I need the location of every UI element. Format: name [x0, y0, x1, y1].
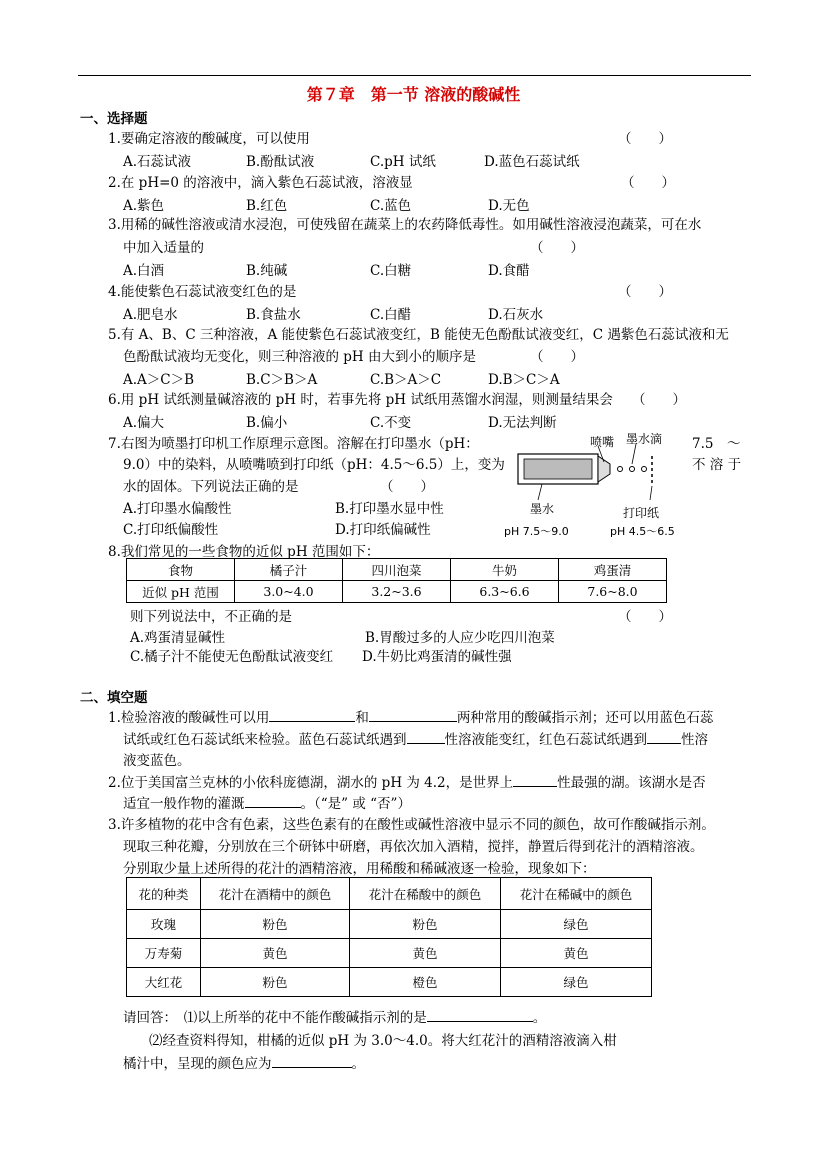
- table-header-cell: 花汁在稀酸中的颜色: [350, 878, 501, 910]
- table-cell: 3.0~4.0: [235, 581, 343, 603]
- question-5-stem: 5.有 A、B、C 三种溶液，A 能使紫色石蕊试液变红，B 能使无色酚酞试液变红，C 遇紫色石蕊试液和无: [108, 327, 729, 343]
- question-5-stem-cont: 色酚酞试液均无变化，则三种溶液的 pH 由大到小的顺序是: [123, 349, 476, 365]
- option-a: A.打印墨水偏酸性: [123, 501, 232, 517]
- option-c: C.白醋: [370, 307, 412, 323]
- question-7-stem-cont: 9.0）中的染料，从喷嘴喷到打印纸（pH：4.5～6.5）上，变为: [123, 457, 505, 473]
- option-d: D.食醋: [488, 263, 530, 279]
- table-cell: 绿色: [501, 910, 652, 939]
- nozzle: [598, 456, 610, 482]
- option-a: A.鸡蛋清显碱性: [130, 630, 226, 646]
- ink-reservoir: [524, 459, 592, 479]
- table-header-cell: 橘子汁: [235, 559, 343, 581]
- table-cell: 绿色: [501, 968, 652, 997]
- option-b: B.红色: [246, 198, 288, 214]
- option-c: C.蓝色: [370, 198, 412, 214]
- option-a: A.偏大: [123, 415, 165, 431]
- fill-3-text: 。: [351, 1056, 365, 1072]
- nozzle-label: 喷嘴: [590, 435, 615, 449]
- header-rule: [78, 75, 751, 76]
- answer-paren: （ ）: [530, 240, 584, 256]
- answer-blank[interactable]: [647, 729, 681, 744]
- table-cell: 粉色: [350, 910, 501, 939]
- fill-3-line-2: 现取三种花瓣，分别放在三个研钵中研磨，再依次加入酒精，搅拌，静置后得到花汁的酒精溶液。: [123, 839, 704, 855]
- fill-1-line-1: [108, 706, 713, 726]
- fill-1-text: 性溶: [681, 732, 708, 748]
- table-cell: 近似 pH 范围: [127, 581, 235, 603]
- table-header-cell: 花汁在酒精中的颜色: [201, 878, 350, 910]
- fill-2-text: 性最强的湖。该湖水是否: [557, 775, 706, 791]
- answer-blank[interactable]: [407, 729, 445, 744]
- option-c: C.不变: [370, 415, 412, 431]
- fill-1-text: 试纸或红色石蕊试纸来检验。蓝色石蕊试纸遇到: [123, 732, 407, 748]
- fill-2-line-2: [123, 792, 411, 812]
- page-title: 第７章 第一节 溶液的酸碱性: [306, 85, 521, 104]
- option-b: B.胃酸过多的人应少吃四川泡菜: [365, 630, 555, 646]
- option-b: B.偏小: [246, 415, 288, 431]
- ink-label: 墨水: [530, 502, 555, 516]
- table-cell: 橙色: [350, 968, 501, 997]
- option-a: A.紫色: [123, 198, 165, 214]
- answer-blank[interactable]: [369, 707, 457, 722]
- option-b: B.C＞B＞A: [246, 372, 318, 388]
- answer-paren: （ ）: [530, 349, 584, 365]
- option-a: A.肥皂水: [123, 307, 178, 323]
- table-cell: 粉色: [201, 910, 350, 939]
- answer-paren: （ ）: [380, 479, 434, 495]
- table-cell: 大红花: [127, 968, 201, 997]
- table-cell: 7.6~8.0: [559, 581, 667, 603]
- option-b: B.纯碱: [246, 263, 288, 279]
- option-d: D.蓝色石蕊试纸: [484, 154, 580, 170]
- option-d: D.石灰水: [488, 307, 544, 323]
- table-cell: 黄色: [501, 939, 652, 968]
- fill-1-text: 1.检验溶液的酸碱性可以用: [108, 710, 270, 726]
- table-cell: 万寿菊: [127, 939, 201, 968]
- answer-blank[interactable]: [245, 793, 301, 808]
- ink-drop: [618, 467, 623, 472]
- table-header-cell: 鸡蛋清: [559, 559, 667, 581]
- option-c: C.pH 试纸: [370, 154, 436, 170]
- option-a: A.白酒: [123, 263, 165, 279]
- question-7-stem-cont-2: 水的固体。下列说法正确的是: [123, 479, 299, 495]
- fill-2-text: 。（“是” 或 “否”）: [300, 796, 411, 812]
- question-2-stem: 2.在 pH=0 的溶液中，滴入紫色石蕊试液，溶液显: [108, 175, 413, 191]
- fill-3-text: 。: [532, 1010, 547, 1026]
- answer-paren: （ ）: [618, 131, 672, 147]
- section-fill-heading: 二、填空题: [80, 690, 148, 706]
- question-8-stem: 8.我们常见的一些食物的近似 pH 范围如下：: [108, 544, 380, 560]
- question-1-stem: 1.要确定溶液的酸碱度，可以使用: [108, 131, 310, 147]
- ink-drop: [642, 467, 647, 472]
- fill-3-ask-2: ⑵经查资料得知，柑橘的近似 pH 为 3.0～4.0。将大红花汁的酒精溶液滴入柑: [149, 1033, 617, 1049]
- question-7-stem: 7.右图为喷墨打印机工作原理示意图。溶解在打印墨水（pH：: [108, 436, 479, 452]
- question-6-stem: 6.用 pH 试纸测量碱溶液的 pH 时，若事先将 pH 试纸用蒸馏水润湿，则测量结果会: [108, 392, 613, 408]
- fill-1-text: 两种常用的酸碱指示剂；还可以用蓝色石蕊: [456, 710, 714, 726]
- flower-color-table: [126, 877, 652, 997]
- option-d: D.打印纸偏碱性: [335, 522, 431, 538]
- option-d: D.B＞C＞A: [488, 372, 560, 388]
- food-ph-table: [126, 558, 667, 603]
- paper-ph-label: pH 4.5～6.5: [610, 525, 675, 538]
- table-cell: 黄色: [350, 939, 501, 968]
- ink-drop-label: 墨水滴: [626, 432, 663, 446]
- option-c: C.打印纸偏酸性: [123, 522, 219, 538]
- fill-3-ask-1: [123, 1006, 546, 1026]
- paper-label: 打印纸: [623, 506, 660, 520]
- fill-1-line-3: 液变蓝色。: [123, 753, 191, 769]
- ink-pointer: [538, 484, 542, 500]
- table-header-cell: 牛奶: [451, 559, 559, 581]
- paper-pointer: [650, 486, 652, 500]
- option-d: D.无法判断: [488, 415, 557, 431]
- option-a: A.A＞C＞B: [123, 372, 195, 388]
- table-header-cell: 花汁在稀碱中的颜色: [501, 878, 652, 910]
- table-cell: 黄色: [201, 939, 350, 968]
- answer-paren: （ ）: [618, 609, 672, 625]
- fill-3-line-1: 3.许多植物的花中含有色素，这些色素有的在酸性或碱性溶液中显示不同的颜色，故可作酸碱指示剂。: [108, 817, 715, 833]
- answer-blank[interactable]: [427, 1007, 533, 1022]
- fill-2-text: 适宜一般作物的灌溉: [123, 796, 245, 812]
- fill-3-ask-2-cont: [123, 1052, 365, 1072]
- question-3-stem-cont: 中加入适量的: [123, 240, 204, 256]
- table-cell: 粉色: [201, 968, 350, 997]
- fill-3-line-3: 分别取少量上述所得的花汁的酒精溶液，用稀酸和稀碱液逐一检验，现象如下：: [123, 861, 596, 877]
- answer-blank[interactable]: [269, 707, 355, 722]
- table-header-cell: 四川泡菜: [343, 559, 451, 581]
- option-b: B.食盐水: [246, 307, 301, 323]
- option-d: D.牛奶比鸡蛋清的碱性强: [362, 649, 512, 665]
- answer-paren: （ ）: [618, 284, 672, 300]
- fill-2-line-1: [108, 771, 706, 791]
- table-header-cell: 花的种类: [127, 878, 201, 910]
- option-b: B.酚酞试液: [246, 154, 315, 170]
- table-header-cell: 食物: [127, 559, 235, 581]
- option-a: A.石蕊试液: [123, 154, 192, 170]
- answer-paren: （ ）: [621, 175, 675, 191]
- printer-figure: [500, 428, 690, 540]
- fill-1-line-2: [123, 728, 708, 748]
- answer-blank[interactable]: [513, 772, 557, 787]
- question-3-stem: 3.用稀的碱性溶液或清水浸泡，可使残留在蔬菜上的农药降低毒性。如用碱性溶液浸泡蔬菜，可在水: [108, 217, 702, 233]
- question-7-stem-right-2: 不 溶 于: [692, 457, 742, 473]
- option-c: C.B＞A＞C: [370, 372, 442, 388]
- option-c: C.白糖: [370, 263, 412, 279]
- fill-1-text: 性溶液能变红，红色石蕊试纸遇到: [444, 732, 647, 748]
- question-4-stem: 4.能使紫色石蕊试液变红色的是: [108, 284, 297, 300]
- table-cell: 玫瑰: [127, 910, 201, 939]
- option-d: D.无色: [488, 198, 530, 214]
- table-cell: 6.3~6.6: [451, 581, 559, 603]
- question-7-stem-right: 7.5 ～: [692, 436, 741, 452]
- ink-drop: [630, 467, 635, 472]
- question-8-stem-cont: 则下列说法中，不正确的是: [130, 609, 292, 625]
- fill-1-text: 和: [355, 710, 369, 726]
- option-c: C.橘子汁不能使无色酚酞试液变红: [130, 649, 334, 665]
- table-cell: 3.2~3.6: [343, 581, 451, 603]
- option-b: B.打印墨水显中性: [335, 501, 444, 517]
- fill-3-text: 橘汁中，呈现的颜色应为: [123, 1056, 272, 1072]
- answer-paren: （ ）: [632, 392, 686, 408]
- fill-3-text: 请回答： ⑴以上所举的花中不能作酸碱指示剂的是: [123, 1010, 427, 1026]
- drop-pointer: [632, 444, 636, 464]
- fill-2-text: 2.位于美国富兰克林的小依科庞德湖，湖水的 pH 为 4.2，是世界上: [108, 775, 514, 791]
- ink-ph-label: pH 7.5～9.0: [504, 525, 569, 538]
- answer-blank[interactable]: [272, 1053, 352, 1068]
- section-choice-heading: 一、选择题: [80, 111, 148, 127]
